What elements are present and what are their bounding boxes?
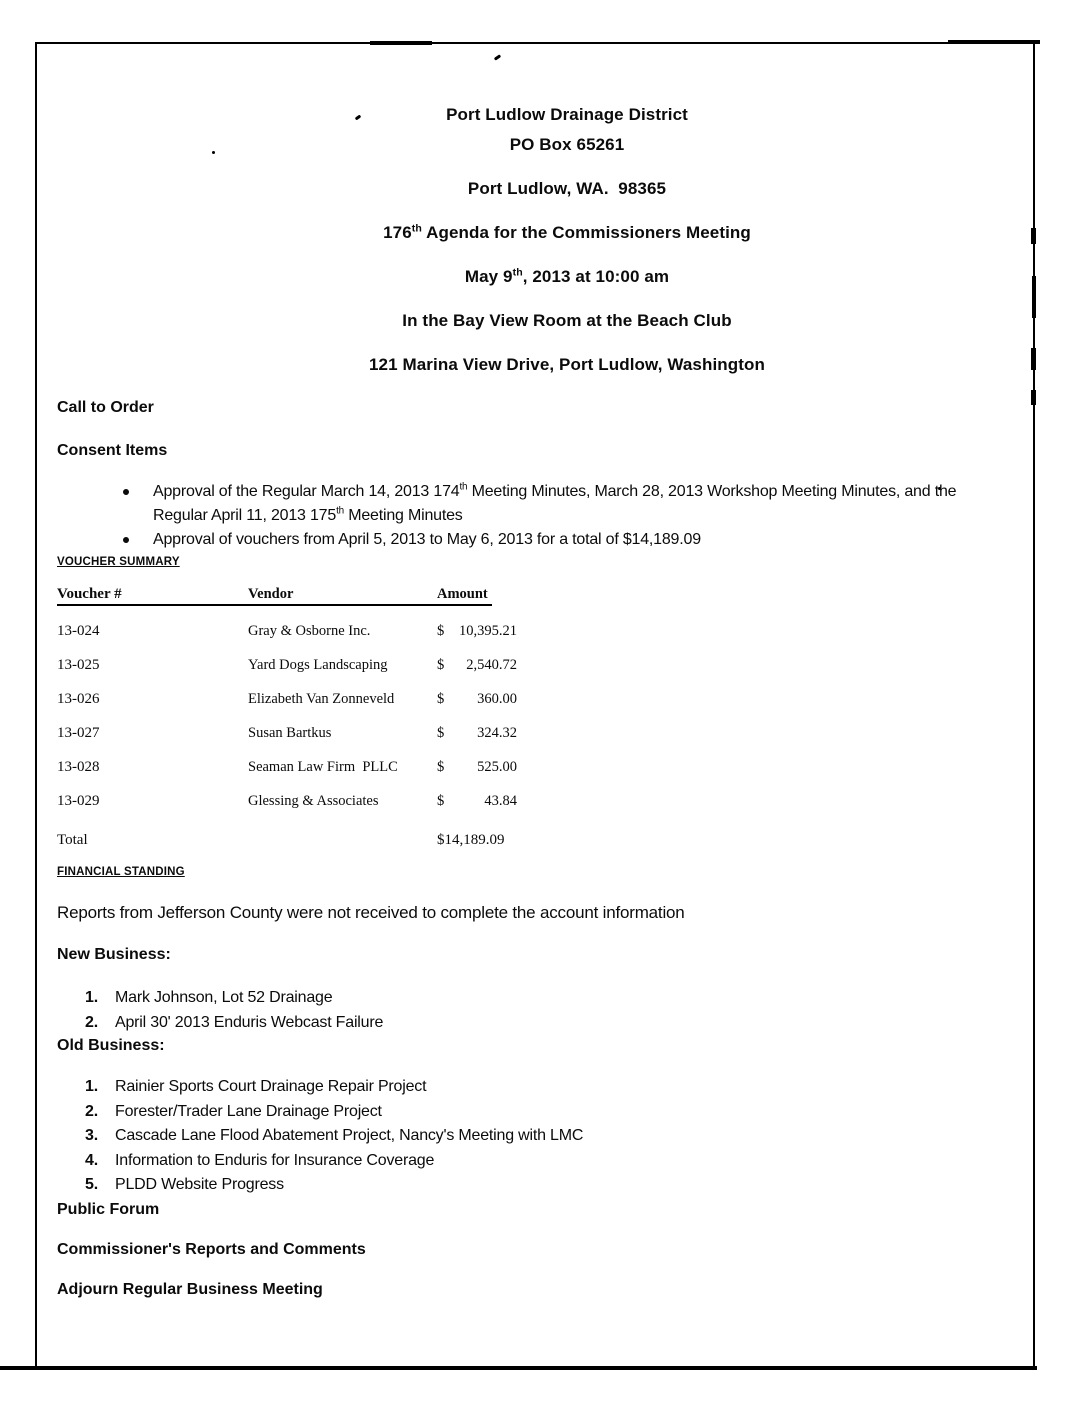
voucher-table-header	[57, 584, 1013, 606]
vendor-name: Glessing & Associates	[248, 793, 379, 809]
item-number: 5.	[85, 1176, 98, 1193]
col-header-amount: Amount	[437, 584, 492, 606]
new-business-list	[57, 986, 1013, 1035]
page-content	[37, 44, 1033, 1365]
currency-symbol: $	[437, 725, 445, 741]
financial-standing-heading: FINANCIAL STANDING	[57, 866, 185, 878]
col-header-voucher: Voucher #	[57, 584, 248, 606]
table-row	[57, 723, 1013, 743]
currency-symbol: $	[437, 759, 445, 775]
total-amount: $14,189.09	[437, 832, 505, 848]
voucher-summary-heading: VOUCHER SUMMARY	[57, 556, 180, 568]
item-number: 2.	[85, 1013, 98, 1031]
org-name: Port Ludlow Drainage District	[446, 105, 688, 124]
list-item	[57, 1011, 1013, 1036]
ordinal-suffix: th	[459, 481, 468, 493]
item-text: Rainier Sports Court Drainage Repair Project	[115, 1078, 427, 1095]
po-box: PO Box 65261	[509, 135, 625, 154]
item-number: 1.	[85, 1078, 98, 1095]
voucher-table	[57, 584, 1013, 850]
bullet-text: Approval of vouchers from April 5, 2013 to May 6, 2013 for a total of $14,189.09	[153, 531, 701, 548]
voucher-number: 13-025	[57, 657, 100, 673]
vendor-name: Elizabeth Van Zonneveld	[248, 691, 395, 707]
list-item	[57, 1173, 1013, 1198]
voucher-amount	[437, 723, 517, 743]
vendor-name: Gray & Osborne Inc.	[248, 623, 371, 639]
currency-symbol: $	[437, 623, 445, 639]
table-row	[57, 655, 1013, 675]
list-item	[57, 986, 1013, 1011]
amount-value: 360.00	[477, 691, 517, 707]
city-state-zip: Port Ludlow, WA. 98365	[467, 179, 667, 198]
voucher-number: 13-024	[57, 623, 100, 639]
item-text: Cascade Lane Flood Abatement Project, Nancy's Meeting with LMC	[115, 1127, 584, 1144]
agenda-title-text: Agenda for the Commissioners Meeting	[421, 223, 751, 242]
voucher-number: 13-027	[57, 725, 100, 741]
amount-value: 43.84	[484, 793, 517, 809]
item-number: 2.	[85, 1102, 98, 1120]
voucher-amount	[437, 621, 517, 641]
item-text: Information to Enduris for Insurance Coverage	[115, 1151, 435, 1169]
list-item	[57, 1149, 1013, 1174]
page-border-bottom	[0, 1366, 1037, 1370]
meeting-time: , 2013 at 10:00 am	[522, 267, 670, 286]
table-row	[57, 757, 1013, 777]
currency-symbol: $	[437, 657, 445, 673]
bullet-icon	[123, 537, 129, 543]
item-text: April 30' 2013 Enduris Webcast Failure	[115, 1013, 384, 1031]
old-business-heading: Old Business:	[57, 1037, 165, 1054]
total-label: Total	[57, 832, 88, 848]
meeting-room: In the Bay View Room at the Beach Club	[402, 311, 732, 330]
voucher-number: 13-029	[57, 793, 100, 809]
list-item	[57, 1124, 1013, 1149]
public-forum-heading: Public Forum	[57, 1200, 160, 1218]
amount-value: 10,395.21	[459, 623, 517, 639]
list-item	[57, 1075, 1013, 1100]
consent-bullet-vouchers	[57, 528, 1013, 552]
voucher-amount	[437, 757, 517, 777]
table-total-row	[57, 830, 1013, 850]
meeting-datetime	[121, 262, 1013, 292]
currency-symbol: $	[437, 793, 445, 809]
voucher-table-body	[57, 621, 1013, 811]
consent-bullet-minutes	[57, 480, 1013, 528]
table-row	[57, 791, 1013, 811]
adjourn-heading: Adjourn Regular Business Meeting	[57, 1280, 323, 1298]
table-row	[57, 621, 1013, 641]
item-text: PLDD Website Progress	[115, 1176, 284, 1193]
item-number: 4.	[85, 1151, 98, 1169]
bullet-text-part: Meeting Minutes	[343, 507, 463, 524]
ordinal-suffix: th	[411, 222, 422, 235]
amount-value: 525.00	[477, 759, 517, 775]
voucher-number: 13-026	[57, 691, 100, 707]
col-header-vendor: Vendor	[248, 584, 437, 606]
item-text: Mark Johnson, Lot 52 Drainage	[115, 989, 333, 1006]
financial-note: Reports from Jefferson County were not received to complete the account information	[57, 903, 685, 922]
amount-value: 324.32	[477, 725, 517, 741]
new-business-heading: New Business:	[57, 946, 171, 963]
currency-symbol: $	[437, 691, 445, 707]
ordinal-suffix: th	[512, 266, 523, 279]
item-number: 3.	[85, 1127, 98, 1144]
old-business-list	[57, 1075, 1013, 1198]
call-to-order-heading: Call to Order	[57, 399, 154, 416]
ordinal-suffix: th	[336, 505, 344, 517]
document-header	[121, 100, 1013, 380]
bullet-text	[153, 480, 957, 528]
commissioners-reports-heading: Commissioner's Reports and Comments	[57, 1240, 366, 1258]
bullet-icon	[123, 489, 129, 495]
meeting-date: May 9	[464, 267, 513, 286]
voucher-amount	[437, 689, 517, 709]
consent-items-heading: Consent Items	[57, 442, 168, 459]
vendor-name: Susan Bartkus	[248, 725, 332, 741]
bullet-text-part: Meeting Minutes, March 28, 2013 Workshop Meeting Minutes, and the Regular April 11, 2013 175	[153, 483, 957, 524]
voucher-amount	[437, 791, 517, 811]
amount-value: 2,540.72	[466, 657, 517, 673]
item-text: Forester/Trader Lane Drainage Project	[115, 1102, 382, 1120]
voucher-amount	[437, 655, 517, 675]
bullet-text-part: Approval of the Regular March 14, 2013 174	[153, 483, 460, 500]
vendor-name: Yard Dogs Landscaping	[248, 657, 388, 673]
consent-bullet-list	[57, 480, 1013, 552]
item-number: 1.	[85, 989, 98, 1006]
agenda-title	[121, 218, 1013, 248]
voucher-number: 13-028	[57, 759, 100, 775]
vendor-name: Seaman Law Firm PLLC	[248, 759, 398, 775]
agenda-number: 176	[383, 223, 412, 242]
meeting-address: 121 Marina View Drive, Port Ludlow, Washington	[369, 355, 765, 374]
table-row	[57, 689, 1013, 709]
list-item	[57, 1100, 1013, 1125]
